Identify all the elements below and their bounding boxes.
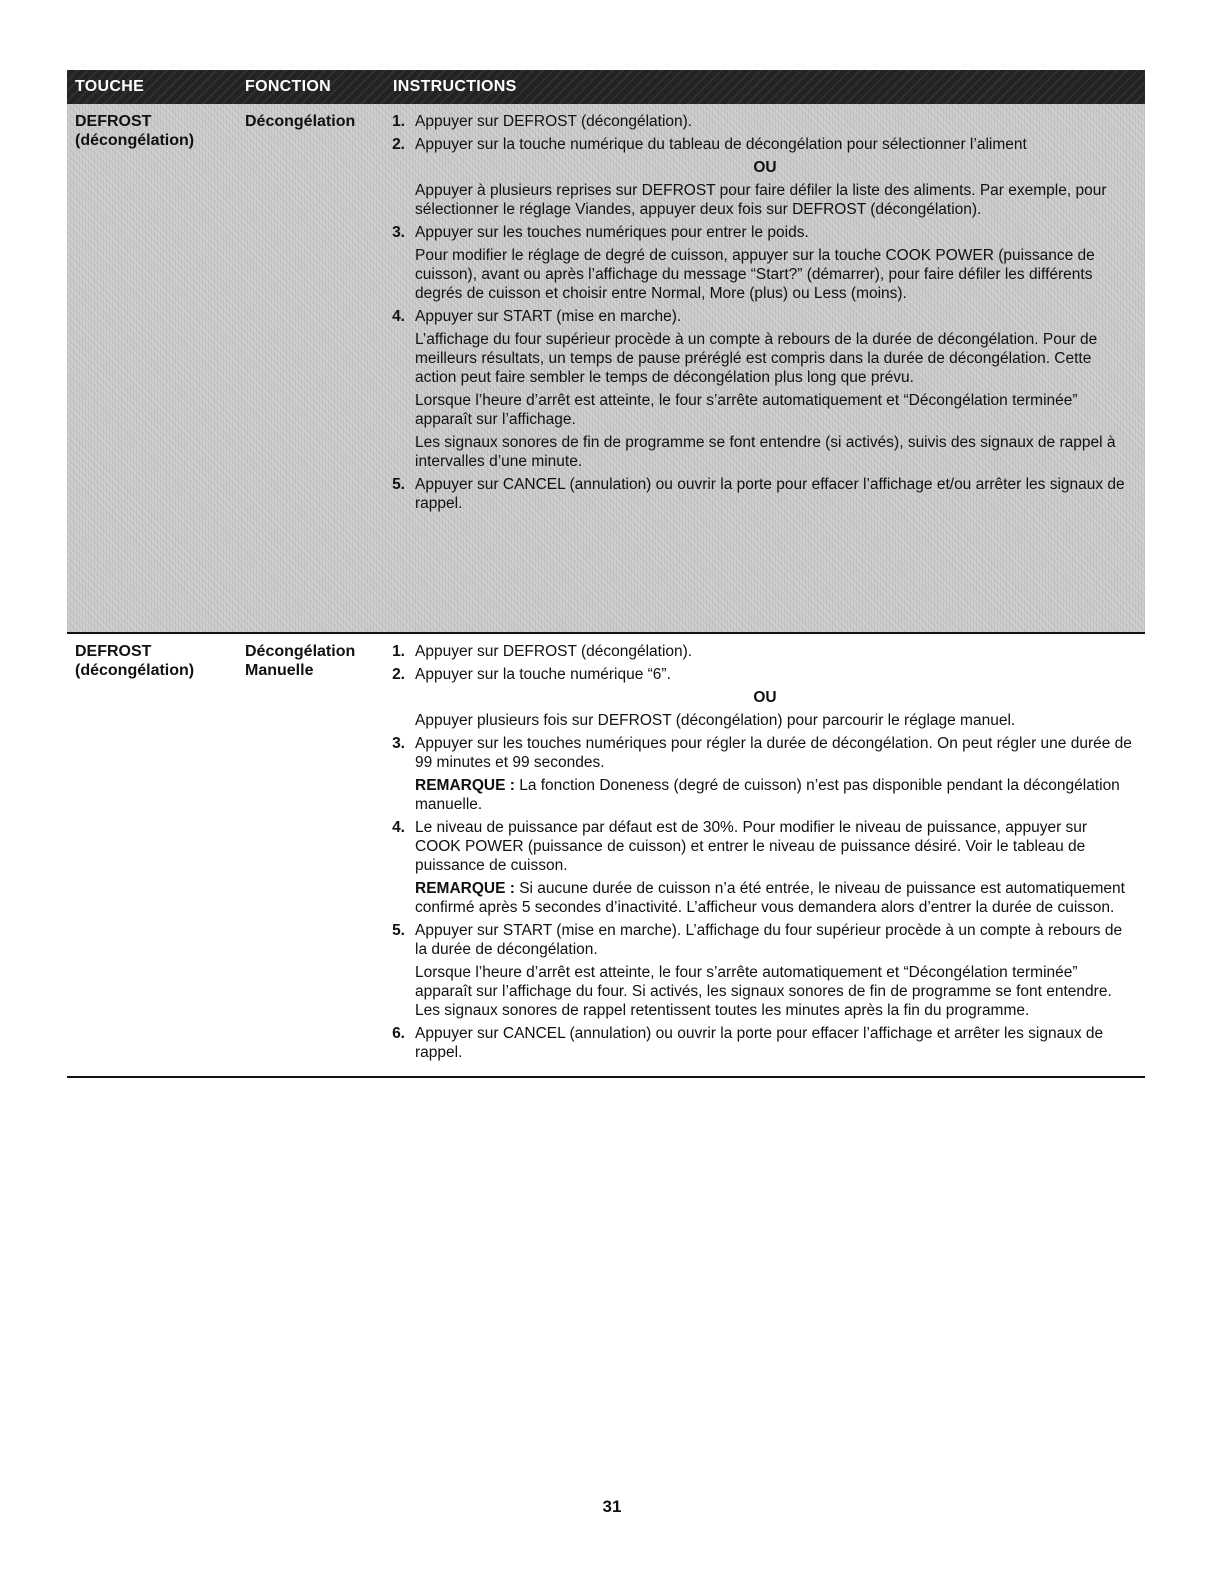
step-number: 6. [392, 1025, 405, 1042]
step-number: 5. [392, 922, 405, 939]
header-instructions: INSTRUCTIONS [393, 78, 517, 95]
header-touche: TOUCHE [75, 78, 145, 95]
step-text: Appuyer sur les touches numériques pour régler la durée de décongélation. On peut régler une durée de 99 minutes et 99 secondes. [415, 735, 1132, 771]
table-row [67, 104, 1145, 634]
note-text: Si aucune durée de cuisson n’a été entrée, le niveau de puissance est automatiquement confirmé après 5 secondes d’inactivité. L’afficheur vous demandera alors d’entrer la durée de cuisson. [415, 880, 1125, 916]
function-label: Décongélation [245, 643, 356, 660]
step-text: Appuyer sur CANCEL (annulation) ou ouvrir la porte pour effacer l’affichage et/ou arrêter les signaux de rappel. [415, 476, 1125, 512]
instruction-step [385, 135, 1145, 154]
instructions-cell [385, 642, 1145, 1066]
step-number: 2. [392, 666, 405, 683]
instruction-paragraph: Pour modifier le réglage de degré de cuisson, appuyer sur la touche COOK POWER (puissance de cuisson), avant ou après l’affichage du message “Start?” (démarrer), pour faire défiler les différents degrés de cuisson et choisir entre Normal, More (plus) ou Less (moins). [415, 247, 1095, 302]
instructions-cell [385, 112, 1145, 624]
note-text: La fonction Doneness (degré de cuisson) n’est pas disponible pendant la décongélation manuelle. [415, 777, 1120, 813]
instruction-step [385, 734, 1145, 772]
step-number: 4. [392, 308, 405, 325]
or-separator: OU [753, 159, 777, 176]
header-fonction: FONCTION [245, 78, 331, 95]
table-row [67, 634, 1145, 1078]
function-sublabel: Manuelle [245, 662, 314, 679]
instruction-step [385, 307, 1145, 326]
step-text: Appuyer sur START (mise en marche). [415, 308, 682, 325]
key-cell [67, 642, 237, 1066]
instruction-paragraph: Lorsque l’heure d’arrêt est atteinte, le four s’arrête automatiquement et “Décongélation terminée” apparaît sur l’affichage du four. Si activés, les signaux sonores de fin de programme se font entendre. Les signaux sonores de rappel retentissent toutes les minutes après la fin du programme. [415, 964, 1112, 1019]
key-cell [67, 112, 237, 624]
or-separator: OU [753, 689, 777, 706]
step-text: Appuyer sur les touches numériques pour entrer le poids. [415, 224, 809, 241]
instruction-paragraph: Appuyer à plusieurs reprises sur DEFROST pour faire défiler la liste des aliments. Par exemple, pour sélectionner le réglage Viandes, appuyer deux fois sur DEFROST (décongélation). [415, 182, 1107, 218]
step-number: 1. [392, 643, 405, 660]
function-cell [237, 112, 385, 624]
instruction-step [385, 112, 1145, 131]
instruction-paragraph: Les signaux sonores de fin de programme se font entendre (si activés), suivis des signaux de rappel à intervalles d’une minute. [415, 434, 1116, 470]
step-text: Appuyer sur DEFROST (décongélation). [415, 643, 693, 660]
instruction-paragraph: Appuyer plusieurs fois sur DEFROST (décongélation) pour parcourir le réglage manuel. [415, 712, 1016, 729]
note-label: REMARQUE : [415, 777, 515, 794]
instruction-step [385, 921, 1145, 959]
step-text: Appuyer sur CANCEL (annulation) ou ouvrir la porte pour effacer l’affichage et arrêter les signaux de rappel. [415, 1025, 1104, 1061]
instruction-step [385, 223, 1145, 242]
step-number: 5. [392, 476, 405, 493]
instruction-paragraph: L’affichage du four supérieur procède à un compte à rebours de la durée de décongélation. Pour de meilleurs résultats, un temps de pause préréglé est compris dans la durée de décongélation. Cette action peut faire sembler le temps de décongélation plus long que prévu. [415, 331, 1098, 386]
instructions-table [67, 70, 1145, 1078]
step-number: 2. [392, 136, 405, 153]
instruction-step [385, 475, 1145, 513]
step-number: 3. [392, 224, 405, 241]
step-text: Le niveau de puissance par défaut est de 30%. Pour modifier le niveau de puissance, appuyer sur COOK POWER (puissance de cuisson) et entrer le niveau de puissance désiré. Voir le tableau de puissance de cuisson. [415, 819, 1088, 874]
function-label: Décongélation [245, 113, 356, 130]
note-paragraph [385, 879, 1145, 917]
step-number: 4. [392, 819, 405, 836]
step-text: Appuyer sur la touche numérique “6”. [415, 666, 671, 683]
instruction-step [385, 818, 1145, 875]
instruction-step [385, 642, 1145, 661]
instruction-paragraph: Lorsque l’heure d’arrêt est atteinte, le four s’arrête automatiquement et “Décongélation terminée” apparaît sur l’affichage. [415, 392, 1078, 428]
step-text: Appuyer sur DEFROST (décongélation). [415, 113, 693, 130]
page-number: 31 [602, 1497, 622, 1516]
function-cell [237, 642, 385, 1066]
key-sublabel: (décongélation) [75, 662, 195, 679]
step-number: 1. [392, 113, 405, 130]
table-header [67, 70, 1145, 104]
key-label: DEFROST [75, 113, 152, 130]
note-label: REMARQUE : [415, 880, 515, 897]
instruction-step [385, 1024, 1145, 1062]
step-number: 3. [392, 735, 405, 752]
key-label: DEFROST [75, 643, 152, 660]
key-sublabel: (décongélation) [75, 132, 195, 149]
note-paragraph [385, 776, 1145, 814]
step-text: Appuyer sur la touche numérique du tableau de décongélation pour sélectionner l’aliment [415, 136, 1027, 153]
step-text: Appuyer sur START (mise en marche). L’affichage du four supérieur procède à un compte à rebours de la durée de décongélation. [415, 922, 1123, 958]
instruction-step [385, 665, 1145, 684]
